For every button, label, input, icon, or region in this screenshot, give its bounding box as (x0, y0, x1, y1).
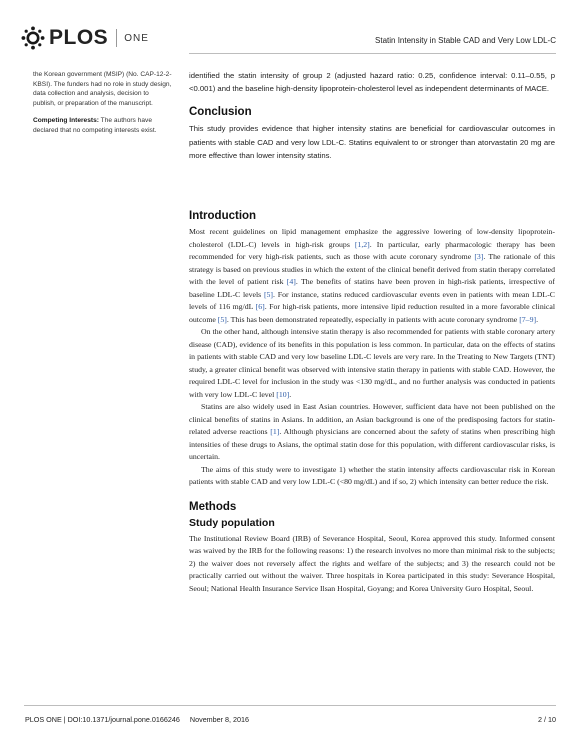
conclusion-heading: Conclusion (189, 106, 252, 119)
citation-link[interactable]: [5] (263, 289, 274, 299)
competing-interests-note (33, 116, 173, 135)
competing-interests-text: The authors have declared that no competing interests exist. (33, 117, 157, 134)
intro-paragraph-1: Most recent guidelines on lipid management emphasize the aggressive lowering of low-density lipoprotein-cholesterol (LDL-C) levels in high-risk groups [1,2]. In particular, early pharmacologic therapy has been recommended for very high-risk patients, such as those with acute coronary syndrome [3]. The rationale of this strategy is based on previous studies in which the extent of the clinical benefit derived from statin therapy correlated with the level of patient risk [4]. The benefits of statins have been proven in high-risk patients, irrespective of baseline LDL-C levels [5]. For instance, statins reduced cardiovascular events even in patients with mean LDL-C levels of 116 mg/dL [6]. For high-risk patients, more intensive lipid reduction resulted in a more favorable clinical outcome [5]. This has been demonstrated repeatedly, especially in patients with acute coronary syndrome [7–9]. (189, 227, 555, 324)
citation-link[interactable]: [1] (270, 427, 280, 437)
footer-divider (24, 705, 556, 706)
plos-one-logo (20, 26, 149, 50)
intro-paragraph-3: Statins are also widely used in East Asian countries. However, sufficient data have not been published on the clinical benefits of statins in Asians. In addition, an Asian background is one of the predisposing factors for statin-related adverse reactions [1]. Although physicians are concerned about the safety of statins when prescribing high intensities of these drugs to Asians, the optimal statin dose for this population, with different cardiovascular risks, is uncertain. (189, 402, 555, 462)
running-head: Statin Intensity in Stable CAD and Very Low LDL-C (375, 36, 556, 45)
citation-link[interactable]: [10] (276, 389, 290, 399)
intro-paragraph-4: The aims of this study were to investigate 1) whether the statin intensity affects cardiovascular risk in Korean patients with stable CAD and very low LDL-C (<80 mg/dL) and if so, 2) which intensity can better reduce the risk. (189, 464, 555, 487)
logo-divider (116, 29, 117, 47)
citation-link[interactable]: [7–9] (519, 314, 537, 324)
page-header (0, 0, 580, 60)
header-divider (189, 53, 556, 54)
introduction-heading: Introduction (189, 210, 257, 223)
methods-heading: Methods (189, 500, 237, 513)
abstract-continuation (189, 69, 555, 95)
footer-citation (25, 715, 249, 724)
page-footer (0, 705, 580, 753)
citation-link[interactable]: [4] (286, 277, 296, 287)
study-population-heading: Study population (189, 516, 275, 529)
introduction-section (189, 226, 555, 489)
journal-doi: PLOS ONE | DOI:10.1371/journal.pone.0166246 (25, 715, 180, 724)
page-number: 2 / 10 (538, 715, 556, 724)
logo-suffix: ONE (124, 32, 149, 44)
sidebar-notes (33, 70, 173, 144)
conclusion-text: This study provides evidence that higher intensity statins are beneficial for cardiovascular outcomes in patients with stable CAD and very low LDL-C. Statins equivalent to or stronger than atorvastatin 20 mg are more effective than lower intensity statins. (189, 124, 555, 160)
abstract-results-tail: identified the statin intensity of group 2 (adjusted hazard ratio: 0.25, confidence interval: 0.11–0.55, p <0.001) and the baseline high-density lipoprotein-cholesterol level as independent determinants of MACE. (189, 71, 555, 94)
conclusion-section (189, 122, 555, 162)
methods-paragraph-1: The Institutional Review Board (IRB) of Severance Hospital, Seoul, Korea approved this study. Informed consent was waived by the IRB for the following reasons: 1) the research involves no more than minimal risk to the subjects; 2) the waiver does not reversely affect the rights and welfare of the subjects; and 3) the research could not be practically carried out without the waiver. Three hospitals in Korea participated in this study: Severance Hospital, Seoul; National Health Insurance Service Ilsan Hospital, Goyang; and Korea University Guro Hospital, Seoul. (189, 533, 555, 593)
citation-link[interactable]: [1,2] (354, 239, 370, 249)
citation-link[interactable]: [3] (474, 252, 484, 262)
methods-section (189, 533, 555, 596)
plos-sun-icon (20, 26, 46, 50)
competing-interests-label: Competing Interests: (33, 117, 99, 125)
logo-wordmark: PLOS (49, 26, 109, 49)
citation-link[interactable]: [5] (217, 314, 227, 324)
citation-link[interactable]: [6] (255, 302, 265, 312)
funding-note: the Korean government (MSIP) (No. CAP-12-2-KBSI). The funders had no role in study design, data collection and analysis, decision to publish, or preparation of the manuscript. (33, 71, 172, 107)
intro-paragraph-2: On the other hand, although intensive statin therapy is also recommended for patients with stable coronary artery disease (CAD), evidence of its benefits in this population is less common. In particular, data on the effects of statins in patients with stable CAD and very low baseline LDL-C levels are very rare. In the Treating to New Targets (TNT) study, a greater clinical benefit was observed with intensive statin therapy in patients with stable CAD. However, the required LDL-C level for inclusion in the study was <130 mg/dL, and no further analysis was conducted in patients with very low LDL-C level [10]. (189, 327, 555, 399)
publication-date: November 8, 2016 (189, 715, 250, 724)
main-column (189, 69, 555, 595)
